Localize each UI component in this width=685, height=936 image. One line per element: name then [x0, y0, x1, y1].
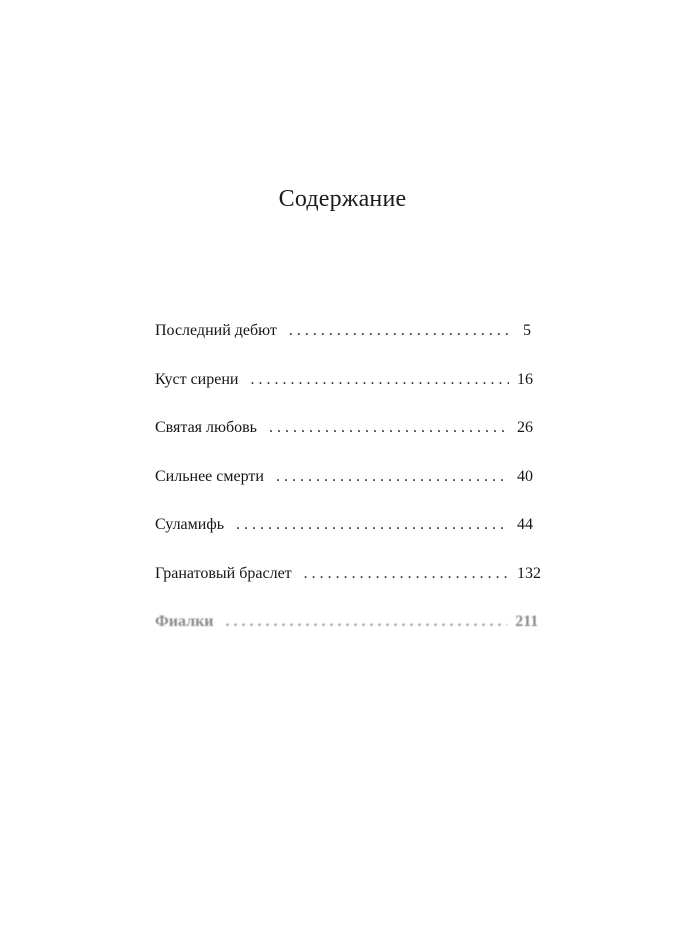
toc-entry-page: 44 — [517, 516, 533, 533]
toc-entry-title: Фиалки — [155, 613, 214, 630]
toc-entry-page: 40 — [517, 467, 533, 485]
toc-entry[interactable] — [155, 463, 531, 512]
dot-leader — [236, 511, 509, 539]
toc-entry-title: Куст сирени — [155, 370, 239, 388]
toc-entry-page: 16 — [517, 370, 533, 388]
dot-leader — [226, 608, 508, 636]
dot-leader — [269, 414, 509, 442]
dot-leader — [250, 366, 509, 394]
toc-entry-title: Гранатовый браслет — [155, 564, 292, 582]
page-title: Содержание — [278, 186, 407, 212]
toc-entry[interactable] — [155, 414, 531, 463]
toc-entry-title: Святая любовь — [155, 419, 257, 436]
dot-leader — [289, 317, 509, 345]
toc-entry[interactable] — [155, 560, 541, 609]
toc-entry-page: 26 — [517, 419, 533, 436]
toc-entry[interactable] — [155, 511, 531, 560]
toc-entry[interactable] — [155, 608, 539, 657]
table-of-contents — [155, 317, 541, 657]
toc-entry-page: 211 — [515, 613, 539, 630]
dot-leader — [276, 463, 509, 491]
toc-entry-page: 132 — [517, 564, 541, 582]
toc-entry-title: Последний дебют — [155, 322, 277, 339]
toc-entry-title: Сильнее смерти — [155, 467, 264, 485]
toc-entry-page: 5 — [523, 322, 531, 339]
toc-entry[interactable] — [155, 317, 531, 366]
dot-leader — [304, 560, 509, 588]
toc-entry[interactable] — [155, 366, 531, 415]
toc-entry-title: Суламифь — [155, 516, 225, 533]
